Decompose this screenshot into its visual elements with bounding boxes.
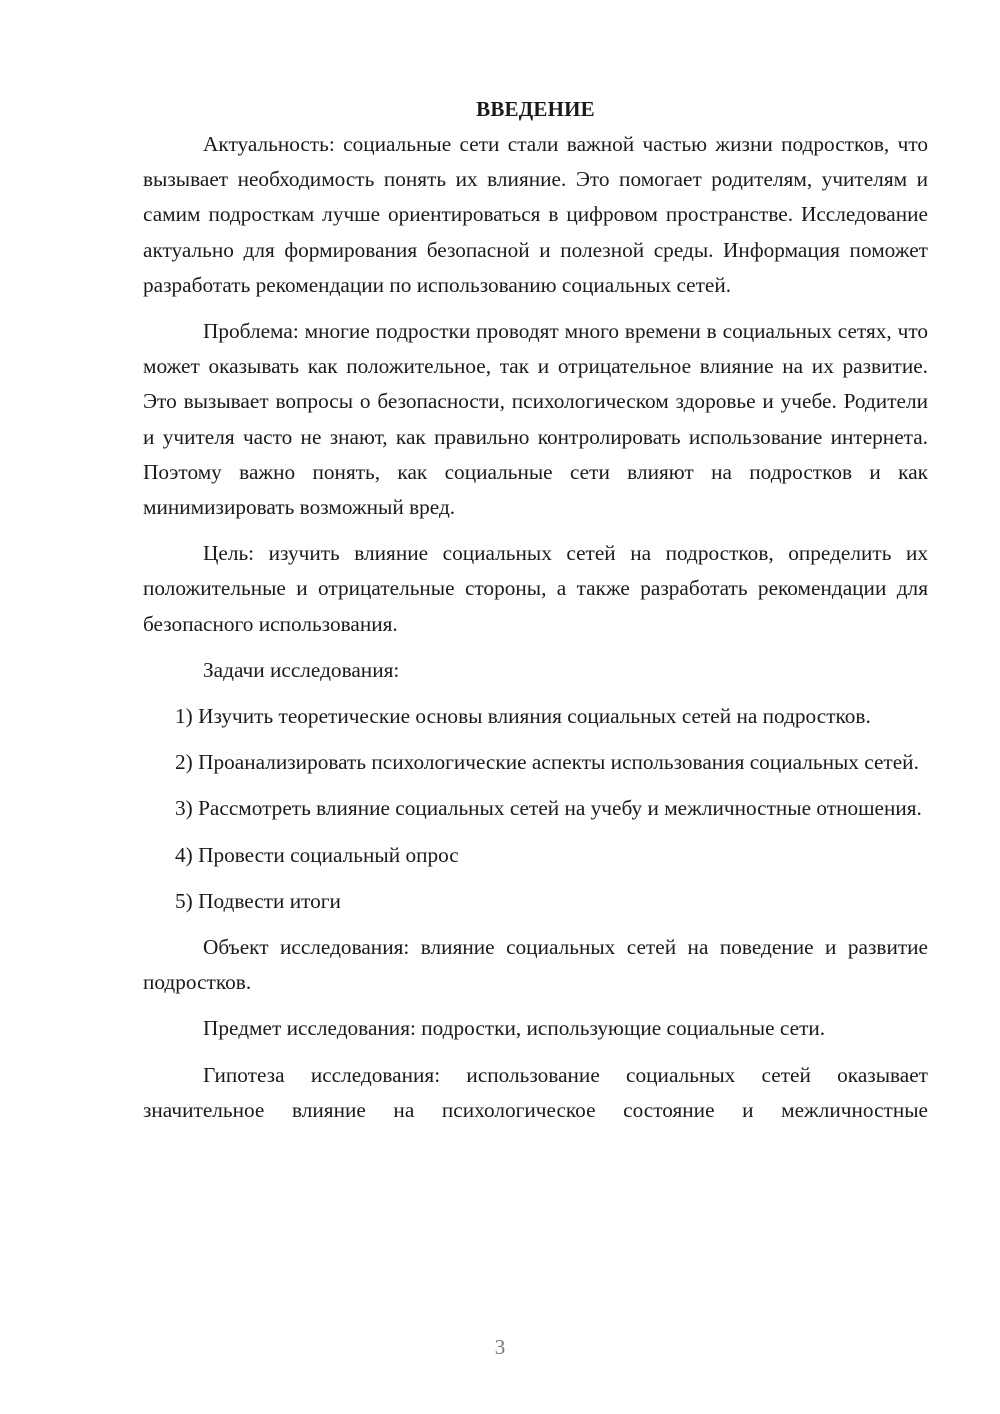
task-item-1: 1) Изучить теоретические основы влияния социальных сетей на подростков.	[175, 704, 871, 729]
object-paragraph: Объект исследования: влияние социальных сетей на поведение и развитие подростков.	[143, 935, 928, 995]
task-item-5: 5) Подвести итоги	[175, 888, 341, 913]
hypothesis-paragraph: Гипотеза исследования: использование социальных сетей оказывает значительное влияние на психологическое состояние и межличностные	[143, 1062, 928, 1122]
task-item-2: 2) Проанализировать психологические аспекты использования социальных сетей.	[175, 750, 919, 775]
problem-paragraph: Проблема: многие подростки проводят много времени в социальных сетях, что может оказывать как положительное, так и отрицательное влияние на их развитие. Это вызывает вопросы о безопасности, психологическом здоровье и учебе. Родители и учителя часто не знают, как правильно контролировать использование интернета. Поэтому важно понять, как социальные сети влияют на подростков и как минимизировать возможный вред.	[143, 319, 928, 520]
page-number: 3	[494, 1335, 506, 1359]
tasks-title: Задачи исследования:	[203, 657, 400, 682]
page-title: ВВЕДЕНИЕ	[476, 97, 595, 121]
relevance-paragraph: Актуальность: социальные сети стали важной частью жизни подростков, что вызывает необходимость понять их влияние. Это помогает родителям, учителям и самим подросткам лучше ориентироваться в цифровом пространстве. Исследование актуально для формирования безопасной и полезной среды. Информация поможет разработать рекомендации по использованию социальных сетей.	[143, 132, 928, 297]
task-item-4: 4) Провести социальный опрос	[175, 842, 459, 867]
goal-paragraph: Цель: изучить влияние социальных сетей на подростков, определить их положительные и отрицательные стороны, а также разработать рекомендации для безопасного использования.	[143, 541, 928, 636]
subject-paragraph: Предмет исследования: подростки, использующие социальные сети.	[203, 1016, 826, 1041]
task-item-3: 3) Рассмотреть влияние социальных сетей на учебу и межличностные отношения.	[175, 796, 922, 821]
document-page	[143, 92, 928, 1128]
